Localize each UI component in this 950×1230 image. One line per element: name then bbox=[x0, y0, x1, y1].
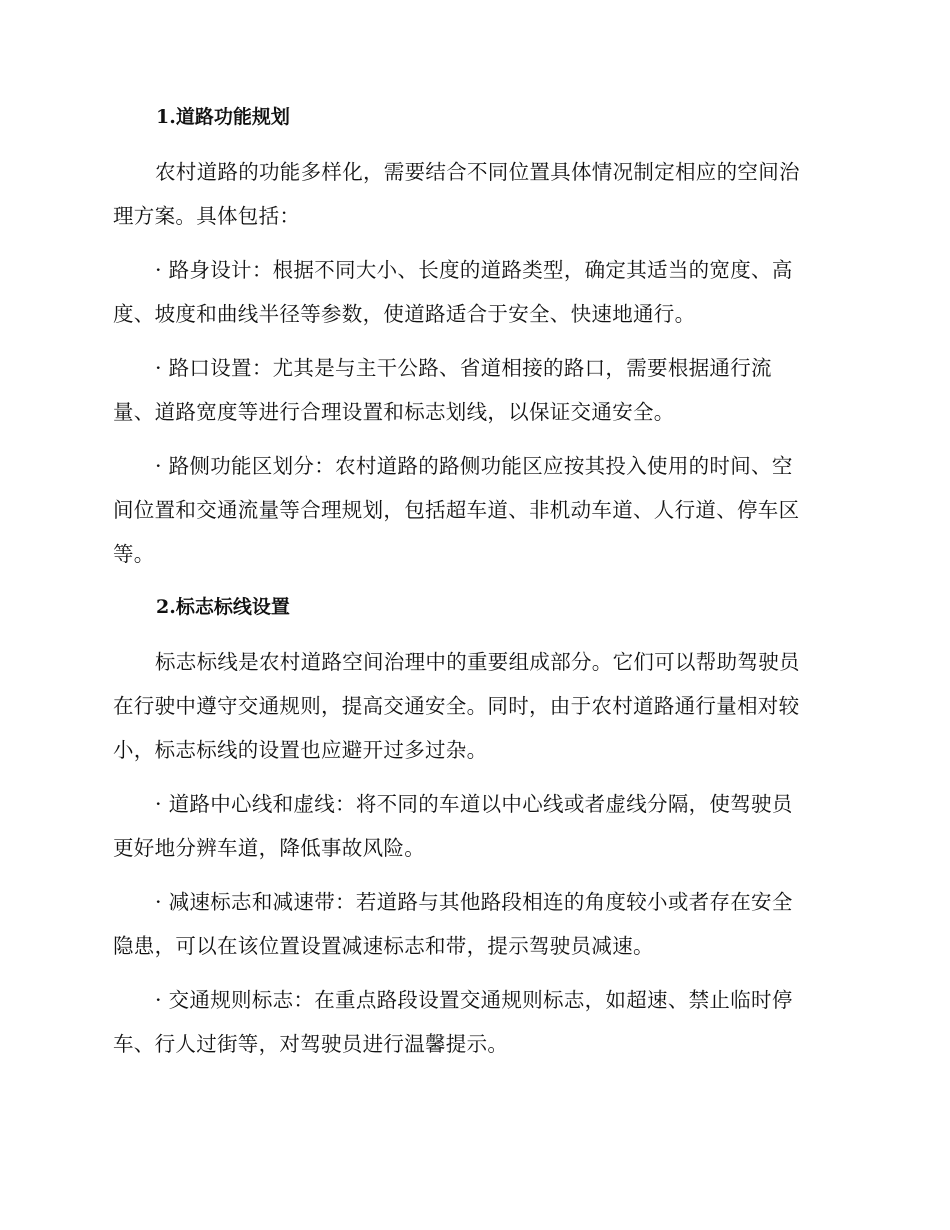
text-line: 在行驶中遵守交通规则，提高交通安全。同时，由于农村道路通行量相对较 bbox=[113, 694, 800, 718]
text-line: · 路身设计：根据不同大小、长度的道路类型，确定其适当的宽度、高 bbox=[155, 258, 793, 282]
document-page bbox=[113, 104, 828, 1076]
text-line: 标志标线是农村道路空间治理中的重要组成部分。它们可以帮助驾驶员 bbox=[155, 650, 800, 674]
text-line: 度、坡度和曲线半径等参数，使道路适合于安全、快速地通行。 bbox=[113, 302, 696, 326]
text-line: 小，标志标线的设置也应避开过多过杂。 bbox=[113, 738, 488, 762]
text-line: 间位置和交通流量等合理规划，包括超车道、非机动车道、人行道、停车区 bbox=[113, 498, 800, 522]
text-line: 更好地分辨车道，降低事故风险。 bbox=[113, 836, 425, 860]
section-heading-signs-markings: 2.标志标线设置 bbox=[156, 596, 290, 618]
text-line: 农村道路的功能多样化，需要结合不同位置具体情况制定相应的空间治 bbox=[155, 160, 800, 184]
paragraph-intro-signs-markings bbox=[113, 640, 828, 772]
text-line: 隐患，可以在该位置设置减速标志和带，提示驾驶员减速。 bbox=[113, 934, 654, 958]
bullet-roadside-zoning bbox=[113, 444, 828, 576]
bullet-speed-reduction bbox=[113, 880, 828, 968]
text-line: · 交通规则标志：在重点路段设置交通规则标志，如超速、禁止临时停 bbox=[155, 988, 793, 1012]
text-line: · 减速标志和减速带：若道路与其他路段相连的角度较小或者存在安全 bbox=[155, 890, 793, 914]
text-line: · 道路中心线和虚线：将不同的车道以中心线或者虚线分隔，使驾驶员 bbox=[155, 792, 793, 816]
bullet-intersection-setup bbox=[113, 346, 828, 434]
text-line: 量、道路宽度等进行合理设置和标志划线，以保证交通安全。 bbox=[113, 400, 675, 424]
text-line: 车、行人过街等，对驾驶员进行温馨提示。 bbox=[113, 1032, 509, 1056]
section-heading-road-function: 1.道路功能规划 bbox=[156, 106, 290, 128]
bullet-center-dashed-lines bbox=[113, 782, 828, 870]
text-line: · 路口设置：尤其是与主干公路、省道相接的路口，需要根据通行流 bbox=[155, 356, 772, 380]
paragraph-intro-road-function bbox=[113, 150, 828, 238]
text-line: 理方案。具体包括： bbox=[113, 204, 301, 228]
text-line: 等。 bbox=[113, 542, 155, 566]
bullet-road-body-design bbox=[113, 248, 828, 336]
text-line: · 路侧功能区划分：农村道路的路侧功能区应按其投入使用的时间、空 bbox=[155, 454, 793, 478]
bullet-traffic-rule-signs bbox=[113, 978, 828, 1066]
